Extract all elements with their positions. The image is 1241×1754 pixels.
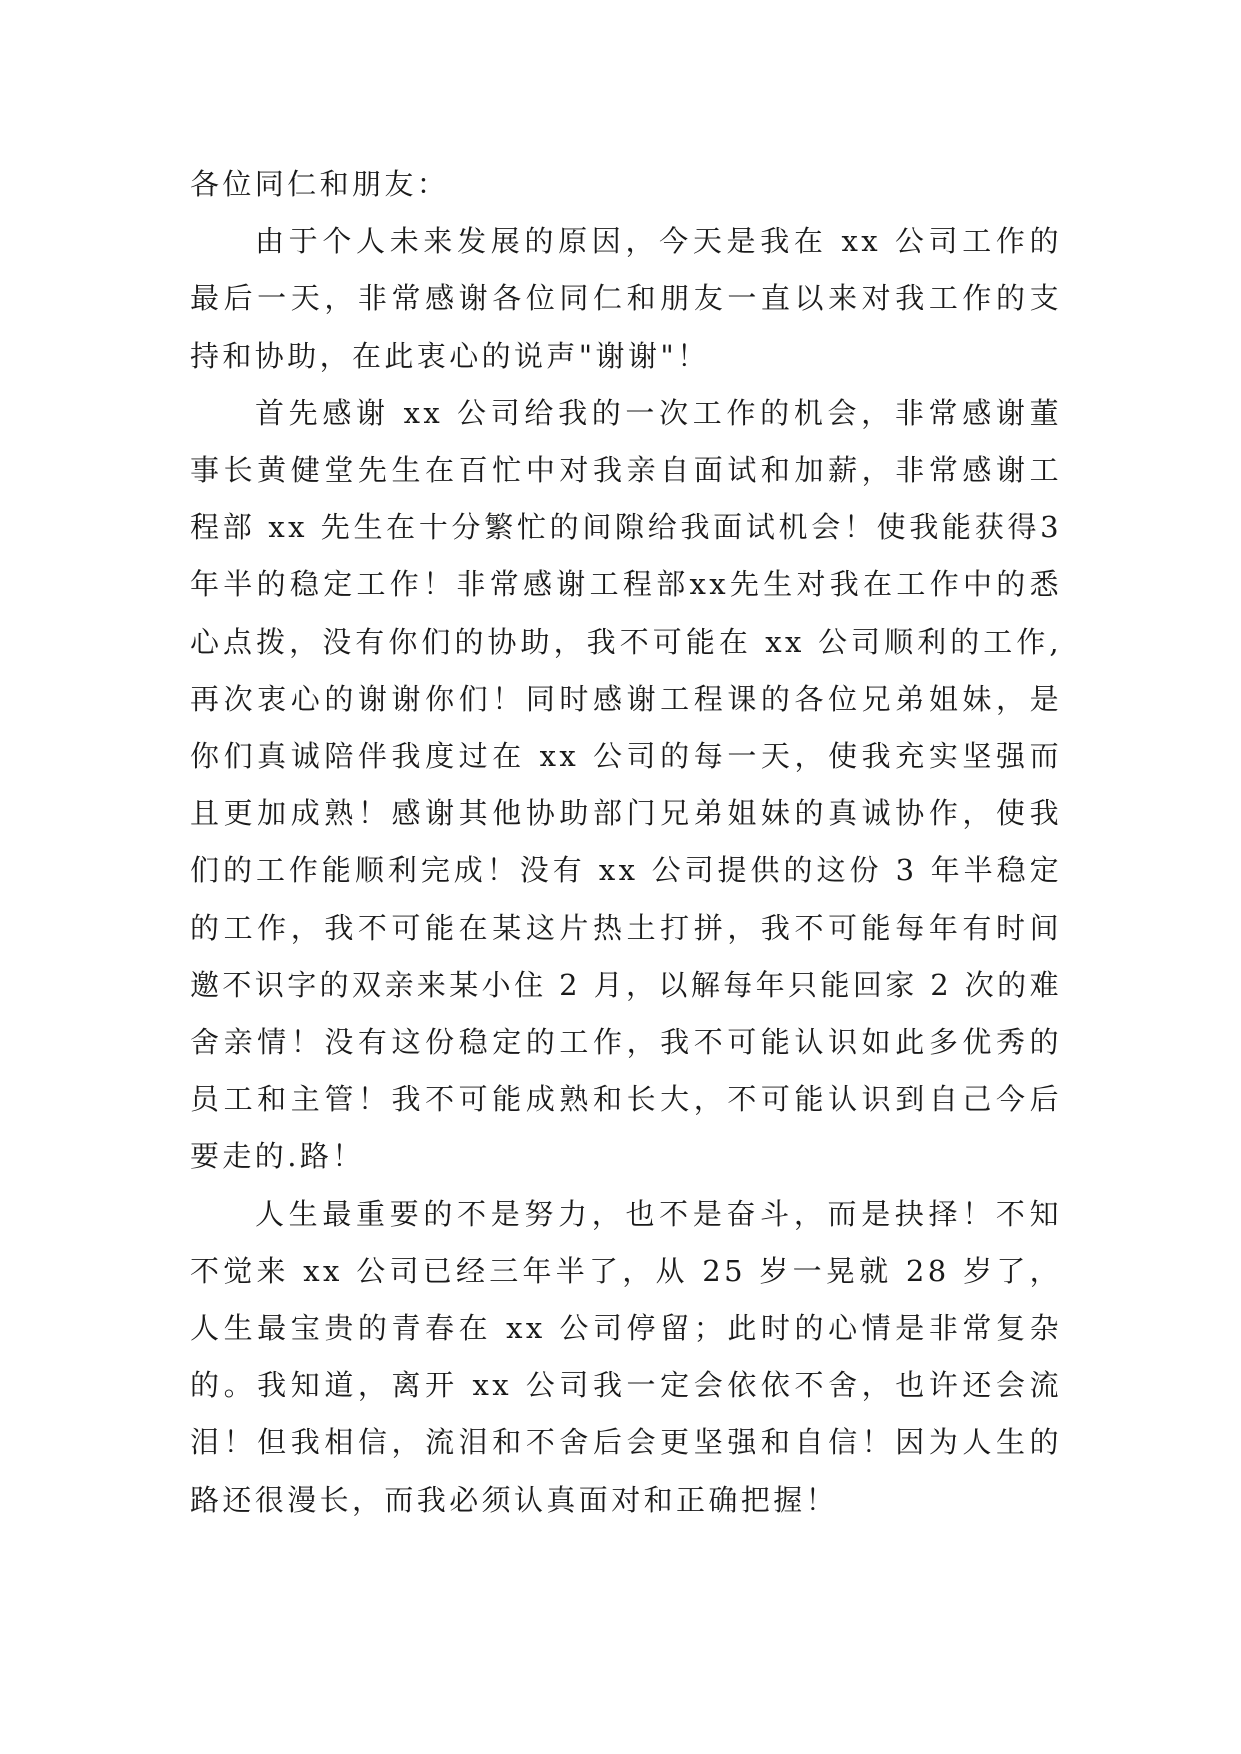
letter-body xyxy=(190,156,1062,1529)
paragraph-farewell: 由于个人未来发展的原因，今天是我在 xx 公司工作的最后一天，非常感谢各位同仁和朋友一直以来对我工作的支持和协助，在此衷心的说声"谢谢"！ xyxy=(190,224,1062,373)
paragraph-thanks: 首先感谢 xx 公司给我的一次工作的机会，非常感谢董事长黄健堂先生在百忙中对我亲自面试和加薪，非常感谢工程部 xx 先生在十分繁忙的间隙给我面试机会！使我能获得3年半的稳定工作！非常感谢工程部xx先生对我在工作中的悉心点拨，没有你们的协助，我不可能在 xx 公司顺利的工作,再次衷心的谢谢你们！同时感谢工程课的各位兄弟姐妹，是你们真诚陪伴我度过在 xx 公司的每一天，使我充实坚强而且更加成熟！感谢其他协助部门兄弟姐妹的真诚协作，使我们的工作能顺利完成！没有 xx 公司提供的这份 3 年半稳定的工作，我不可能在某这片热土打拼，我不可能每年有时间邀不识字的双亲来某小住 2 月，以解每年只能回家 2 次的难舍亲情！没有这份稳定的工作，我不可能认识如此多优秀的员工和主管！我不可能成熟和长大，不可能认识到自己今后要走的.路！ xyxy=(190,395,1062,1174)
greeting: 各位同仁和朋友： xyxy=(190,167,450,201)
paragraph-reflection: 人生最重要的不是努力，也不是奋斗，而是抉择！不知不觉来 xx 公司已经三年半了，从 25 岁一晃就 28 岁了，人生最宝贵的青春在 xx 公司停留；此时的心情是非常复杂的。我知道，离开 xx 公司我一定会依依不舍，也许还会流泪！但我相信，流泪和不舍后会更坚强和自信！因为人生的路还很漫长，而我必须认真面对和正确把握！ xyxy=(190,1196,1062,1517)
